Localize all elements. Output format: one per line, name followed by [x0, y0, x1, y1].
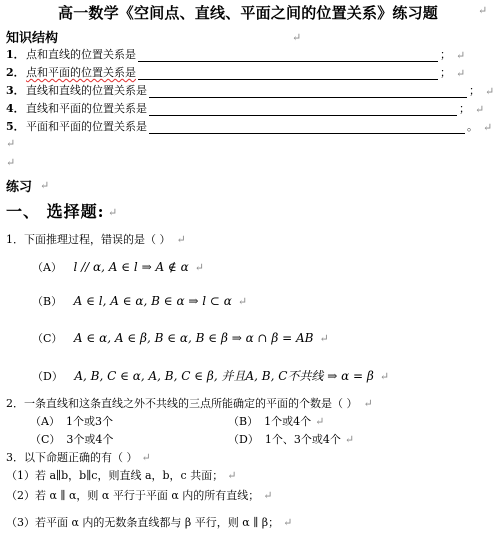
option-d[interactable] — [32, 367, 389, 384]
question-2-stem: 2．一条直线和这条直线之外不共线的三点所能确定的平面的个数是（ ） ↵ — [6, 397, 373, 410]
option-label: （B） — [32, 295, 63, 308]
option-c[interactable]: （C） 3个或4个 — [30, 433, 114, 446]
item-text: 点和直线的位置关系是 — [26, 48, 136, 61]
option-label: （D） — [32, 370, 63, 383]
answer-blank[interactable] — [149, 87, 467, 98]
worksheet-title: 高一数学《空间点、直线、平面之间的位置关系》练习题 — [58, 4, 439, 22]
paragraph-mark-icon: ↵ — [176, 233, 186, 246]
paragraph-mark-icon: ↵ — [379, 370, 390, 383]
paragraph-mark-icon: ↵ — [108, 206, 118, 219]
paragraph-mark-icon: ↵ — [456, 49, 466, 62]
item-text: 点和平面的位置关系是 — [26, 66, 136, 79]
option-label: （C） — [32, 332, 63, 345]
option-a[interactable] — [32, 259, 204, 275]
option-c[interactable] — [32, 330, 329, 346]
option-expression: A ∈ α, A ∈ β, B ∈ α, B ∈ β ⇒ α ∩ β = AB — [73, 331, 314, 345]
answer-blank[interactable] — [138, 51, 438, 62]
knowledge-item — [6, 100, 484, 116]
paragraph-mark-icon: ↵ — [237, 295, 248, 308]
item-number: 4． — [6, 102, 25, 115]
statement-3: （3）若平面 α 内的无数条直线都与 β 平行，则 α ∥ β； ↵ — [6, 516, 293, 529]
knowledge-item — [6, 46, 465, 62]
question-1-stem: 1．下面推理过程，错误的是（ ） ↵ — [6, 233, 186, 246]
answer-blank[interactable] — [149, 105, 457, 116]
knowledge-item — [6, 118, 492, 134]
section-heading: 一、 选择题: — [6, 202, 105, 221]
paragraph-mark-icon: ↵ — [141, 451, 151, 464]
item-number: 1． — [6, 48, 25, 61]
item-text: 直线和直线的位置关系是 — [26, 84, 147, 97]
paragraph-mark-icon: ↵ — [456, 67, 466, 80]
knowledge-item — [6, 64, 465, 80]
item-end: 。 — [467, 120, 478, 133]
paragraph-mark-icon: ↵ — [315, 415, 325, 428]
paragraph-mark-icon: ↵ — [227, 469, 237, 482]
paragraph-mark-icon: ↵ — [263, 489, 273, 502]
item-number: 3． — [6, 84, 25, 97]
question-3-stem: 3．以下命题正确的有（ ） ↵ — [6, 451, 151, 464]
statement-1: （1）若 a∥b，b∥c，则直线 a，b，c 共面； ↵ — [6, 469, 237, 482]
paragraph-mark-icon: ↵ — [319, 332, 329, 345]
item-text: 平面和平面的位置关系是 — [26, 120, 147, 133]
statement-2: （2）若 α ∥ α，则 α 平行于平面 α 内的所有直线； ↵ — [6, 489, 273, 502]
item-end: ； — [440, 66, 451, 79]
paragraph-mark-icon: ↵ — [485, 85, 495, 98]
option-d[interactable]: （D） 1个、3个或4个 ↵ — [228, 433, 355, 446]
paragraph-mark-icon: ↵ — [6, 137, 16, 150]
option-expression: A, B, C ∈ α, A, B, C ∈ β, 并且A, B, C不共线 ⇒ α = β — [74, 369, 374, 383]
paragraph-mark-icon: ↵ — [483, 121, 493, 134]
item-number: 5． — [6, 120, 25, 133]
option-expression: l // α, A ∈ l ⇒ A ∉ α — [73, 260, 189, 274]
option-b[interactable]: （B） 1个或4个 ↵ — [228, 415, 325, 428]
paragraph-mark-icon: ↵ — [194, 261, 204, 274]
paragraph-mark-icon: ↵ — [6, 156, 16, 169]
knowledge-item — [6, 82, 494, 98]
knowledge-heading: 知识结构 — [6, 31, 59, 46]
option-a[interactable]: （A） 1个或3个 — [30, 415, 113, 428]
paragraph-mark-icon: ↵ — [475, 103, 485, 116]
paragraph-mark-icon: ↵ — [292, 31, 302, 44]
item-number: 2． — [6, 66, 25, 79]
practice-heading: 练习 — [6, 180, 33, 195]
paragraph-mark-icon: ↵ — [363, 397, 373, 410]
option-label: （A） — [32, 261, 62, 274]
option-b[interactable] — [32, 293, 247, 309]
item-text: 直线和平面的位置关系是 — [26, 102, 147, 115]
paragraph-mark-icon: ↵ — [40, 179, 50, 192]
option-expression: A ∈ l, A ∈ α, B ∈ α ⇒ l ⊂ α — [73, 294, 232, 308]
answer-blank[interactable] — [138, 69, 438, 80]
item-end: ； — [459, 102, 470, 115]
paragraph-mark-icon: ↵ — [283, 516, 293, 529]
answer-blank[interactable] — [149, 123, 465, 134]
item-end: ； — [440, 48, 451, 61]
paragraph-mark-icon: ↵ — [344, 433, 355, 446]
item-end: ； — [469, 84, 480, 97]
paragraph-mark-icon: ↵ — [478, 4, 488, 17]
